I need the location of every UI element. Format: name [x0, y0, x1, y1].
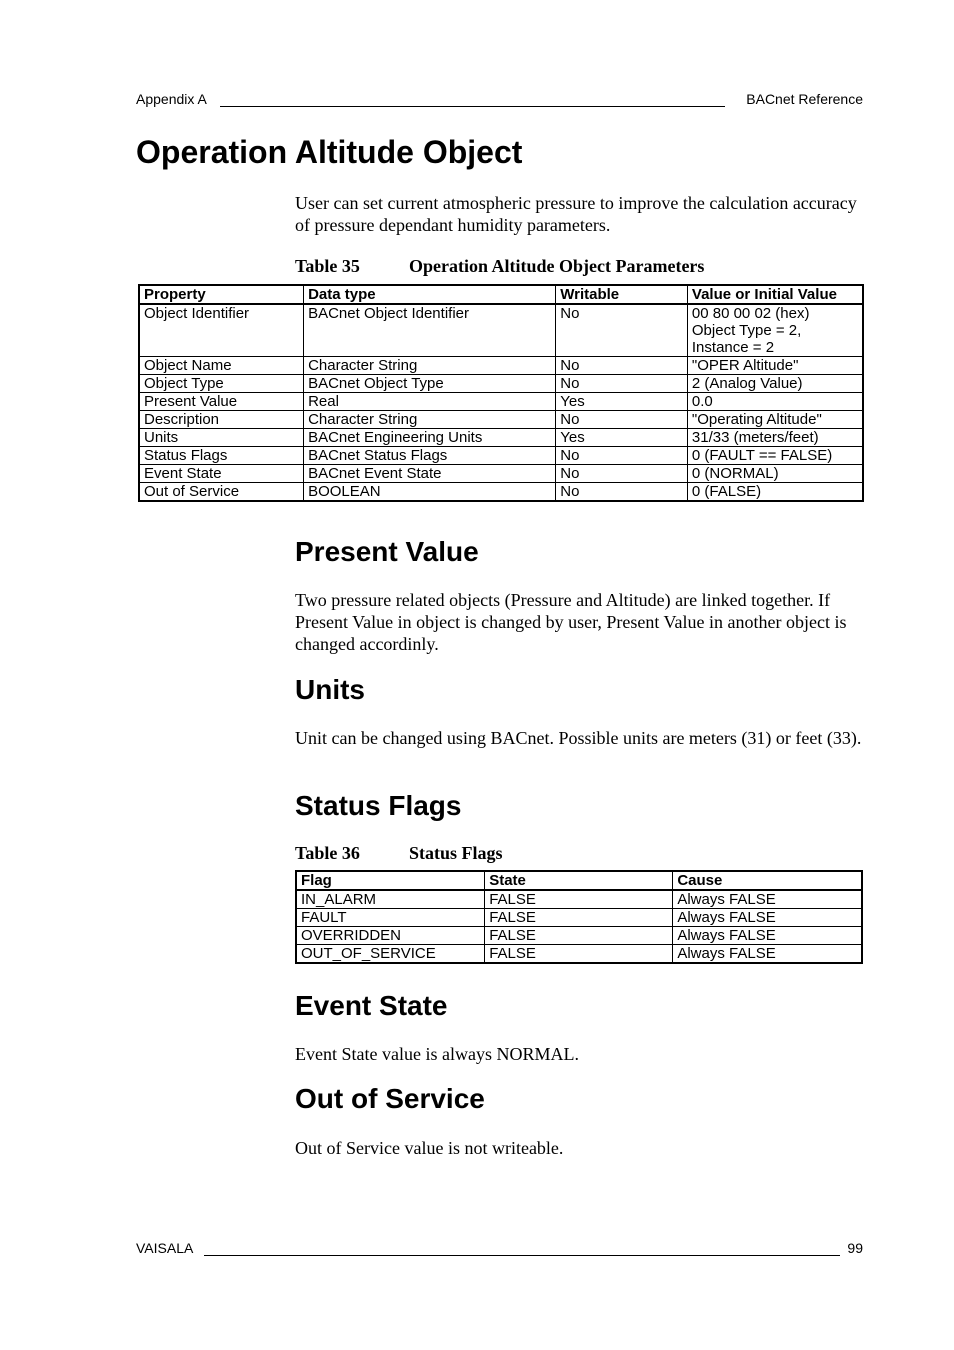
footer-rule: [204, 1255, 840, 1256]
status-flags-heading: Status Flags: [295, 790, 462, 821]
cell: OUT_OF_SERVICE: [296, 945, 485, 964]
table-row: [296, 945, 862, 964]
parameters-table: [138, 284, 864, 502]
column-header-writable: Writable: [556, 285, 688, 304]
out-of-service-paragraph: Out of Service value is not writeable.: [295, 1138, 564, 1158]
table-header-row: [139, 285, 863, 304]
cell-multiline: [687, 304, 863, 357]
cell: No: [556, 465, 688, 483]
table-row: [139, 447, 863, 465]
cell: 0.0: [687, 393, 863, 411]
table35-title: Operation Altitude Object Parameters: [409, 256, 705, 276]
cell: BACnet Engineering Units: [304, 429, 556, 447]
table-header-row: [296, 871, 862, 890]
event-state-heading: Event State: [295, 990, 448, 1021]
cell: No: [556, 357, 688, 375]
cell: No: [556, 483, 688, 502]
cell: Units: [139, 429, 304, 447]
column-header-value: Value or Initial Value: [687, 285, 863, 304]
column-header-data-type: Data type: [304, 285, 556, 304]
cell: Always FALSE: [673, 927, 862, 945]
column-header-flag: Flag: [296, 871, 485, 890]
footer-company-name: VAISALA: [136, 1240, 194, 1256]
column-header-state: State: [485, 871, 673, 890]
table-row: [139, 483, 863, 502]
cell: Event State: [139, 465, 304, 483]
cell: 31/33 (meters/feet): [687, 429, 863, 447]
cell: Always FALSE: [673, 909, 862, 927]
table-row: [296, 927, 862, 945]
cell: 0 (FAULT == FALSE): [687, 447, 863, 465]
table-row: [139, 411, 863, 429]
cell: FALSE: [485, 927, 673, 945]
column-header-property: Property: [139, 285, 304, 304]
table-row: [139, 465, 863, 483]
units-heading: Units: [295, 674, 365, 705]
cell: FAULT: [296, 909, 485, 927]
status-flags-table: [295, 870, 863, 964]
table-row: [296, 909, 862, 927]
table-row: [139, 357, 863, 375]
cell: 0 (FALSE): [687, 483, 863, 502]
cell: FALSE: [485, 945, 673, 964]
cell: Object Name: [139, 357, 304, 375]
header-rule: [220, 106, 725, 107]
cell: BACnet Object Type: [304, 375, 556, 393]
cell-line: Object Type = 2,: [691, 322, 802, 339]
cell: Object Identifier: [139, 304, 304, 357]
table-row: [139, 304, 863, 357]
cell: No: [556, 411, 688, 429]
header-section-label: Appendix A: [136, 91, 207, 107]
cell: "OPER Altitude": [687, 357, 863, 375]
cell: No: [556, 447, 688, 465]
cell: IN_ALARM: [296, 890, 485, 909]
cell-line: 00 80 00 02 (hex): [691, 305, 810, 322]
out-of-service-heading: Out of Service: [295, 1083, 485, 1114]
header-document-title: BACnet Reference: [746, 91, 863, 107]
cell: Yes: [556, 429, 688, 447]
table-row: [296, 890, 862, 909]
cell: No: [556, 304, 688, 357]
cell: Character String: [304, 411, 556, 429]
table36-number: Table 36: [295, 843, 360, 863]
cell: FALSE: [485, 890, 673, 909]
cell: BOOLEAN: [304, 483, 556, 502]
cell: FALSE: [485, 909, 673, 927]
table35-caption: [295, 256, 704, 277]
cell: 0 (NORMAL): [687, 465, 863, 483]
table36-caption: [295, 843, 503, 864]
present-value-heading: Present Value: [295, 536, 479, 567]
cell: 2 (Analog Value): [687, 375, 863, 393]
cell: Always FALSE: [673, 890, 862, 909]
intro-paragraph: User can set current atmospheric pressure to improve the calculation accuracy of pressure dependant humidity parameters.: [295, 193, 857, 235]
cell: Description: [139, 411, 304, 429]
cell: Character String: [304, 357, 556, 375]
table-row: [139, 429, 863, 447]
cell: Always FALSE: [673, 945, 862, 964]
units-paragraph: Unit can be changed using BACnet. Possible units are meters (31) or feet (33).: [295, 728, 862, 748]
cell: Yes: [556, 393, 688, 411]
cell: Status Flags: [139, 447, 304, 465]
cell: BACnet Object Identifier: [304, 304, 556, 357]
cell: BACnet Status Flags: [304, 447, 556, 465]
cell: Present Value: [139, 393, 304, 411]
present-value-paragraph: Two pressure related objects (Pressure and Altitude) are linked together. If Present Value in object is changed by user, Present Value in another object is changed accordinly.: [295, 590, 847, 654]
cell: No: [556, 375, 688, 393]
table-row: [139, 393, 863, 411]
event-state-paragraph: Event State value is always NORMAL.: [295, 1044, 579, 1064]
cell: BACnet Event State: [304, 465, 556, 483]
page-title: Operation Altitude Object: [136, 134, 523, 170]
table36-title: Status Flags: [409, 843, 503, 863]
column-header-cause: Cause: [673, 871, 862, 890]
cell: Object Type: [139, 375, 304, 393]
cell: Out of Service: [139, 483, 304, 502]
page-number: 99: [847, 1240, 863, 1256]
table-row: [139, 375, 863, 393]
cell: OVERRIDDEN: [296, 927, 485, 945]
cell-line: Instance = 2: [691, 339, 775, 356]
table35-number: Table 35: [295, 256, 360, 276]
cell: Real: [304, 393, 556, 411]
cell: "Operating Altitude": [687, 411, 863, 429]
